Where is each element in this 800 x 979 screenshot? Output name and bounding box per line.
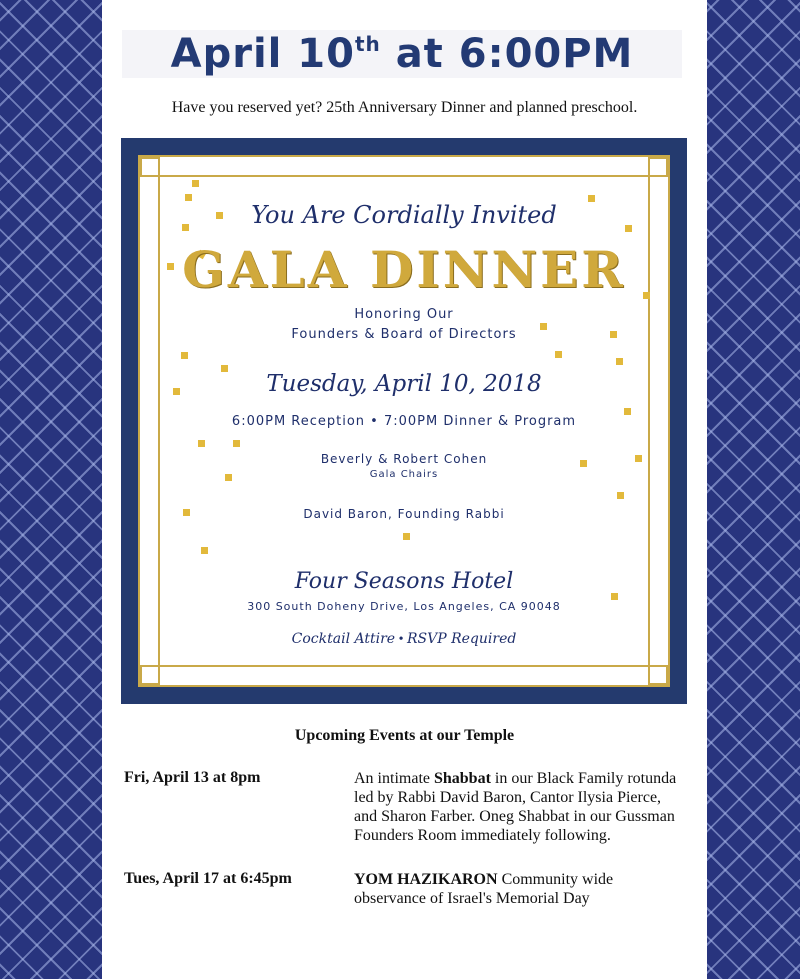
event-schedule: 6:00PM Reception • 7:00PM Dinner & Program (231, 414, 577, 429)
confetti (198, 440, 205, 447)
confetti (192, 180, 199, 187)
honoring-line-2: Founders & Board of Directors (291, 327, 517, 342)
event-desc-bold: YOM HAZIKARON (354, 871, 498, 888)
corner-ornament-br (648, 665, 668, 685)
banner-suffix: th (354, 32, 381, 56)
attire-rsvp (140, 631, 668, 648)
event-date-banner (122, 30, 682, 78)
event-date: Tuesday, April 10, 2018 (266, 371, 542, 397)
confetti (201, 547, 208, 554)
founding-rabbi: David Baron, Founding Rabbi (303, 507, 505, 521)
gala-invitation (121, 138, 687, 704)
confetti (555, 351, 562, 358)
separator-bullet: • (395, 632, 407, 647)
event-desc-pre: An intimate (354, 770, 434, 787)
right-pattern-border (707, 0, 800, 979)
banner-time: 6:00PM (458, 31, 634, 77)
event-item (124, 769, 684, 864)
corner-ornament-tl (140, 157, 160, 177)
gala-chairs-role: Gala Chairs (369, 469, 439, 480)
venue-name: Four Seasons Hotel (294, 569, 514, 594)
confetti (617, 492, 624, 499)
event-desc-post: Community wide observance of Israel's Memorial Day (354, 871, 614, 907)
rsvp: RSVP Required (406, 631, 517, 647)
cordially-invited: You Are Cordially Invited (251, 201, 557, 229)
venue-address: 300 South Doheny Drive, Los Angeles, CA 90048 (247, 600, 561, 613)
confetti (616, 358, 623, 365)
banner-month-day: April 10 (170, 31, 355, 77)
event-description (354, 769, 684, 845)
upcoming-events-title: Upcoming Events at our Temple (294, 727, 515, 744)
gala-title: GALA DINNER (182, 240, 626, 299)
event-item (124, 870, 684, 915)
confetti (403, 533, 410, 540)
honoring-line-1: Honoring Our (354, 307, 454, 322)
corner-ornament-tr (648, 157, 668, 177)
confetti (181, 352, 188, 359)
corner-ornament-bl (140, 665, 160, 685)
left-pattern-border (0, 0, 102, 979)
event-desc-bold: Shabbat (433, 770, 491, 787)
event-desc-post: in our Black Family rotunda led by Rabbi David Baron, Cantor Ilysia Pierce, and Sharon Farber. Oneg Shabbat in our Gussman Founders Room immediately following. (354, 770, 677, 844)
intro-text: Have you reserved yet? 25th Anniversary Dinner and planned preschool. (171, 99, 638, 116)
gala-chairs-names: Beverly & Robert Cohen (320, 452, 488, 466)
event-description (354, 870, 684, 908)
invitation-card (140, 157, 668, 685)
confetti (611, 593, 618, 600)
event-when: Fri, April 13 at 8pm (124, 769, 261, 786)
confetti (185, 194, 192, 201)
banner-at: at (380, 31, 459, 77)
newsletter-body (102, 0, 707, 979)
attire: Cocktail Attire (291, 631, 396, 647)
confetti (233, 440, 240, 447)
event-when: Tues, April 17 at 6:45pm (124, 870, 292, 887)
